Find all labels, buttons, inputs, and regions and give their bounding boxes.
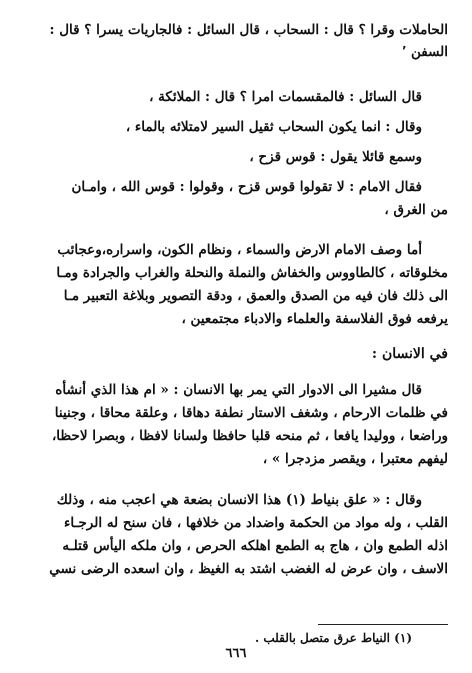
text-line: القلب ، وله مواد من الحكمة واضداد من خلافها ، فان سنح له الرجـاء (64, 515, 448, 531)
text-line: يرفعه فوق الفلاسفة والعلماء والادباء مجتمعين ، (181, 311, 448, 327)
page-number: ٦٦٦ (225, 646, 247, 661)
text-line: من الغرق ، (384, 202, 448, 218)
text-line: الاسف ، وان عرض له الغضب اشتد به الغيظ ، وان اسعده الرضى نسي (49, 561, 448, 577)
text-line: مخلوقاته ، كالطاووس والخفاش والنملة والنحلة والغراب والجرادة ومـا (56, 265, 448, 281)
text-line: في ظلمات الارحام ، وشغف الاستار نطفة دهاقا ، وعلقة محاقا ، وجنينا (54, 405, 448, 421)
text-line: قال السائل : فالمقسمات امرا ؟ قال : الملائكة ، (149, 89, 422, 105)
text-line: ليفهم معتبرا ، ويقصر مزدجرا » ، (262, 451, 448, 467)
text-line: وراضعا ، ووليدا يافعا ، ثم منحه قلبا حافظا ولسانا لافظا ، وبصرا لاحظا، (51, 428, 448, 444)
section-heading: في الانسان : (371, 346, 448, 362)
footnote-divider (318, 624, 448, 625)
text-line: الحاملات وقرا ؟ قال : السحاب ، قال السائل : فالجاريات يسرا ؟ قال : (49, 22, 448, 38)
text-line: وقال : « علق بنياط (١) هذا الانسان بضعة هي اعجب منه ، وذلك (56, 492, 422, 508)
text-line: اذله الطمع وان ، هاج به الطمع اهلكه الحرص ، وان ملكه اليأس قتلـه (62, 538, 448, 554)
text-line: وسمع قائلا يقول : قوس قزح ، (249, 149, 422, 165)
text-line: أما وصف الامام الارض والسماء ، ونظام الكون، واسراره،وعجائب (57, 242, 422, 258)
text-line: قال مشيرا الى الادوار التي يمر بها الانسان : « ام هذا الذي أنشأه (55, 382, 422, 398)
text-line: وقال : انما يكون السحاب ثقيل السير لامتلائه بالماء ، (125, 119, 422, 135)
text-line: فقال الامام : لا تقولوا قوس قزح ، وقولوا : قوس الله ، وامـان (71, 179, 422, 195)
text-line: الى ذلك فان فيه من الصدق والعمق ، ودقة التصوير وبلاغة التعبير مـا (63, 288, 448, 304)
footnote: (١) النياط عرق متصل بالقلب . (255, 631, 412, 645)
text-line: السفن ٬ (401, 44, 448, 60)
